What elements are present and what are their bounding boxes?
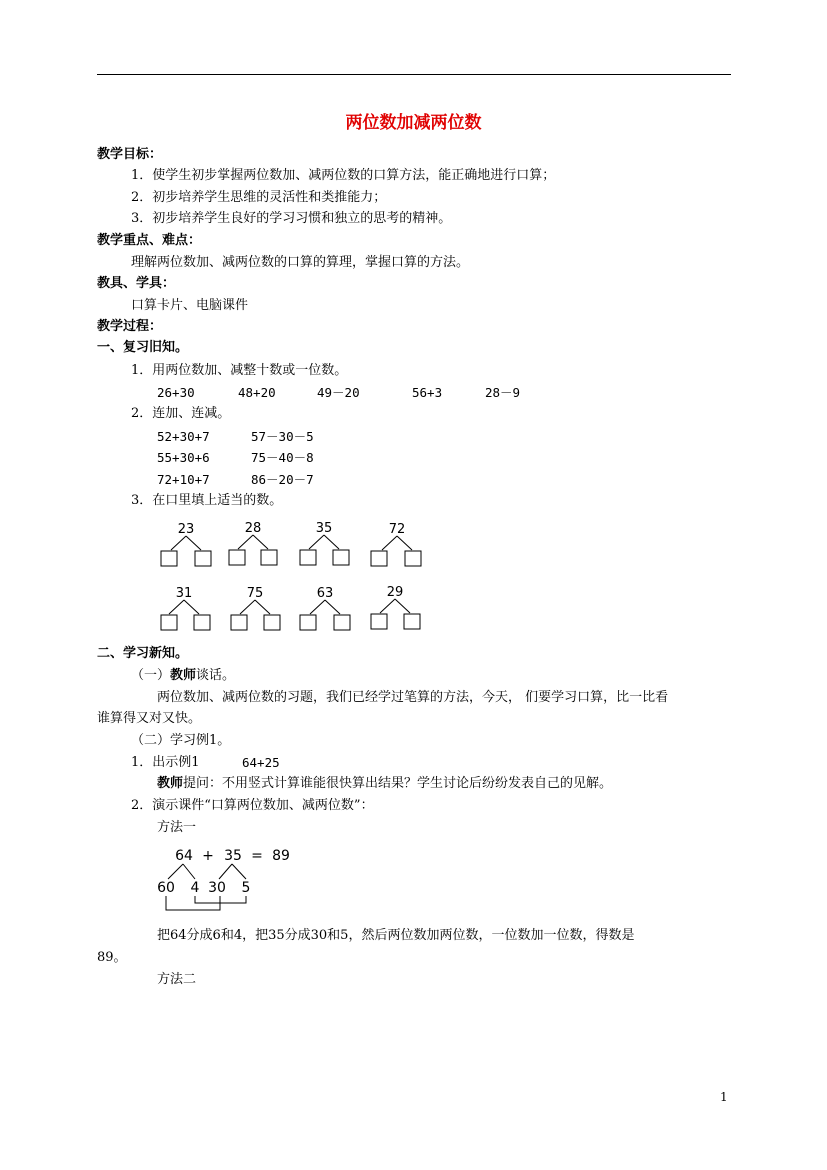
method2-label: 方法二 xyxy=(157,972,197,987)
number-label: 35 xyxy=(315,521,333,536)
s2-item2: 2．演示课件“口算两位数加、减两位数”： xyxy=(131,798,374,813)
section1-heading: 一、复习旧知。 xyxy=(97,340,189,355)
diagram-number: 60 xyxy=(157,880,175,896)
number-label: 28 xyxy=(244,521,262,536)
process-heading: 教学过程： xyxy=(97,319,163,334)
s2-part1-prefix: （一） xyxy=(131,668,171,683)
diagram-operator: + xyxy=(202,848,214,864)
teacher-rest: 提问：不用竖式计算谁能很快算出结果？学生讨论后纷纷发表自己的见解。 xyxy=(183,776,613,791)
expr: 52+30+7 xyxy=(157,429,210,444)
teacher-bold: 教师 xyxy=(157,776,184,791)
expr: 26+30 xyxy=(157,385,195,400)
tools-heading: 教具、学具： xyxy=(97,276,176,291)
expr: 57－30－5 xyxy=(251,429,314,444)
page-number: 1 xyxy=(720,1090,728,1104)
s2-item1-label: 1．出示例1 xyxy=(131,755,200,770)
s1-item2: 2．连加、连减。 xyxy=(131,406,231,421)
expr: 28－9 xyxy=(485,385,521,400)
explain-line: 把64分成6和4，把35分成30和5，然后两位数加两位数，一位数加一位数，得数是 xyxy=(157,928,635,943)
diagram-number: 4 xyxy=(190,880,200,896)
key-heading: 教学重点、难点： xyxy=(97,233,202,248)
expr: 86－20－7 xyxy=(251,472,314,487)
s2-part1-bold: 教师 xyxy=(170,668,197,683)
number-label: 72 xyxy=(388,522,406,537)
goal-item: 1．使学生初步掌握两位数加、减两位数的口算方法，能正确地进行口算； xyxy=(131,168,556,183)
key-text: 理解两位数加、减两位数的口算的算理，掌握口算的方法。 xyxy=(131,255,470,270)
method1-label: 方法一 xyxy=(157,820,197,835)
number-label: 23 xyxy=(177,522,195,537)
page-title: 两位数加减两位数 xyxy=(345,113,482,133)
expr: 49－20 xyxy=(317,385,360,400)
s2-part1 xyxy=(131,667,235,685)
expr: 56+3 xyxy=(412,385,443,400)
teacher-question xyxy=(157,775,612,793)
talk-line: 谁算得又对又快。 xyxy=(97,711,202,726)
number-label: 31 xyxy=(175,586,193,601)
number-label: 63 xyxy=(316,586,334,601)
diagram-number: 64 xyxy=(175,848,193,864)
expr: 72+10+7 xyxy=(157,472,210,487)
s2-item1-expr: 64+25 xyxy=(242,755,280,770)
goal-item: 2．初步培养学生思维的灵活性和类推能力； xyxy=(131,190,387,205)
s1-item1: 1．用两位数加、减整十数或一位数。 xyxy=(131,363,348,378)
section2-heading: 二、学习新知。 xyxy=(97,646,189,661)
s1-item3: 3．在口里填上适当的数。 xyxy=(131,493,283,508)
talk-line: 两位数加、减两位数的习题，我们已经学过笔算的方法，今天， 们要学习口算，比一比看 xyxy=(157,690,669,705)
tools-text: 口算卡片、电脑课件 xyxy=(131,298,249,313)
diagram-operator: = xyxy=(251,848,263,864)
goal-item: 3．初步培养学生良好的学习习惯和独立的思考的精神。 xyxy=(131,211,452,226)
explain-line: 89。 xyxy=(97,950,127,965)
s2-part2: （二）学习例1。 xyxy=(131,733,231,748)
expr: 55+30+6 xyxy=(157,450,210,465)
goals-heading: 教学目标： xyxy=(97,147,163,162)
diagram-number: 5 xyxy=(241,880,251,896)
number-label: 29 xyxy=(386,585,404,600)
expr: 48+20 xyxy=(238,385,276,400)
expr: 75－40－8 xyxy=(251,450,314,465)
diagram-number: 30 xyxy=(208,880,226,896)
diagram-number: 35 xyxy=(224,848,242,864)
number-label: 75 xyxy=(246,586,264,601)
s2-part1-rest: 谈话。 xyxy=(196,668,236,683)
diagram-number: 89 xyxy=(272,848,290,864)
